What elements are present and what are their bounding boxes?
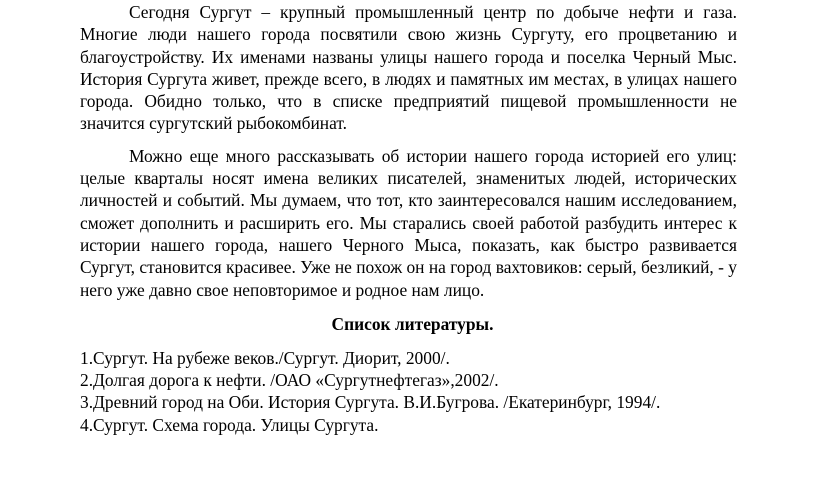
reference-item: 3.Древний город на Оби. История Сургута. В.И.Бугрова. /Екатеринбург, 1994/. <box>80 392 661 413</box>
reference-item: 1.Сургут. На рубеже веков./Сургут. Диорит, 2000/. <box>80 347 450 368</box>
references-heading: Список литературы. <box>331 313 494 334</box>
paragraph-surgut-today: Сегодня Сургут – крупный промышленный центр по добыче нефти и газа. Многие люди нашего города посвятили свою жизнь Сургуту, его процветанию и благоустройству. Их именами названы улицы нашего города и поселка Черный Мыс. История Сургута живет, прежде всего, в людях и памятных им местах, в улицах нашего города. Обидно только, что в списке предприятий пищевой промышленности не значится сургутский рыбокомбинат. <box>80 2 737 134</box>
reference-item: 2.Долгая дорога к нефти. /ОАО «Сургутнефтегаз»,2002/. <box>80 370 499 391</box>
reference-item: 4.Сургут. Схема города. Улицы Сургута. <box>80 414 379 435</box>
references-list <box>80 347 737 436</box>
document-page <box>80 0 737 436</box>
paragraph-city-history: Можно еще много рассказывать об истории нашего города историей его улиц: целые кварталы носят имена великих писателей, знаменитых людей, исторических личностей и событий. Мы думаем, что тот, кто заинтересовался нашим исследованием, сможет дополнить и расширить его. Мы старались своей работой разбудить интерес к истории нашего города, нашего Черного Мыса, показать, как быстро развивается Сургут, становится красивее. Уже не похож он на город вахтовиков: серый, безликий, - у него уже давно свое неповторимое и родное нам лицо. <box>80 145 737 300</box>
